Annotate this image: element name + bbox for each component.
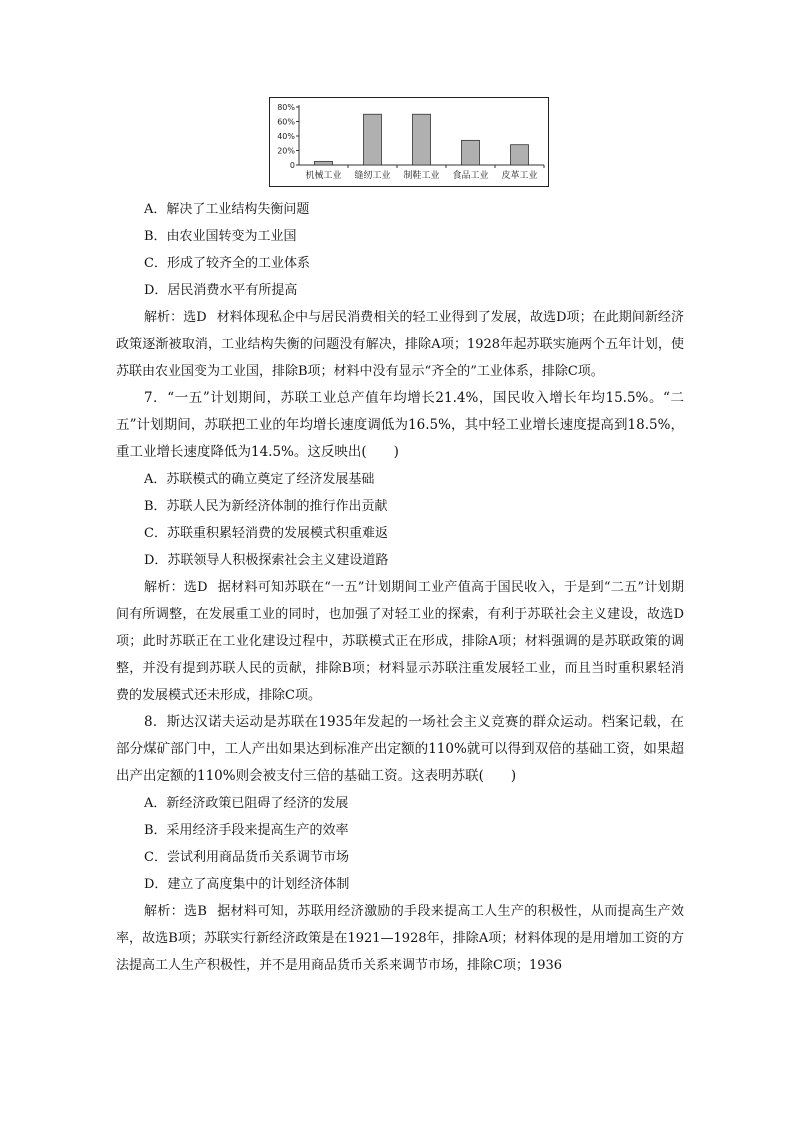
q8-analysis-head: 解析：选B xyxy=(144,904,207,919)
q8-option-d: D．建立了高度集中的计划经济体制 xyxy=(144,877,350,892)
y-tick-label: 80% xyxy=(277,103,295,112)
q7-option-b: B．苏联人民为新经济体制的推行作出贡献 xyxy=(144,499,388,514)
q8-analysis xyxy=(116,898,684,979)
q7-option-d: D．苏联领导人积极探索社会主义建设道路 xyxy=(144,553,389,568)
x-tick-label: 皮革工业 xyxy=(501,171,538,181)
q7-option-a: A．苏联模式的确立奠定了经济发展基础 xyxy=(144,472,375,487)
x-tick-label: 机械工业 xyxy=(305,171,342,181)
y-tick-label: 0 xyxy=(289,161,295,170)
y-tick-label: 20% xyxy=(277,146,295,156)
q7-analysis-head: 解析：选D xyxy=(144,580,208,595)
bar-0 xyxy=(315,161,333,165)
q6-option-d: D．居民消费水平有所提高 xyxy=(144,283,298,298)
q8-analysis-body: 据材料可知，苏联用经济激励的手段来提高工人生产的积极性，从而提高生产效率，故选B项；苏联实行新经济政策是在1921—1928年，排除A项；材料体现的是用增加工资的方法提高工人生产积极性，并不是用商品货币关系来调节市场，排除C项；1936 xyxy=(116,904,684,973)
q6-analysis xyxy=(116,304,684,385)
bar-2 xyxy=(413,114,431,165)
q8-option-c: C．尝试利用商品货币关系调节市场 xyxy=(144,850,349,865)
q7-analysis-body: 据材料可知苏联在“一五”计划期间工业产值高于国民收入，于是到“二五”计划期间有所调整，在发展重工业的同时，也加强了对轻工业的探索，有利于苏联社会主义建设，故选D项；此时苏联正在工业化建设过程中，苏联模式正在形成，排除A项；材料强调的是苏联政策的调整，并没有提到苏联人民的贡献，排除B项；材料显示苏联注重发展轻工业，而且当时重积累轻消费的发展模式还未形成，排除C项。 xyxy=(116,580,684,703)
y-tick-label: 40% xyxy=(277,132,295,141)
y-tick-label: 60% xyxy=(277,117,295,127)
q6-option-a: A．解决了工业结构失衡问题 xyxy=(144,202,310,217)
q6-option-c: C．形成了较齐全的工业体系 xyxy=(144,256,310,271)
bar-chart xyxy=(269,97,549,187)
x-tick-label: 制鞋工业 xyxy=(403,171,440,181)
q8-stem: 8．斯达汉诺夫运动是苏联在1935年发起的一场社会主义竞赛的群众运动。档案记载，在部分煤矿部门中，工人产出如果达到标准产出定额的110%就可以得到双倍的基础工资，如果超出产出定额的110%则会被支付三倍的基础工资。这表明苏联( ) xyxy=(116,714,685,784)
x-tick-label: 食品工业 xyxy=(452,171,489,181)
bar-1 xyxy=(364,114,382,165)
q7-stem: 7．“一五”计划期间，苏联工业总产值年均增长21.4%，国民收入增长年均15.5%。“二五”计划期间，苏联把工业的年均增长速度调低为16.5%，其中轻工业增长速度提高到18.5%，重工业增长速度降低为14.5%。这反映出( ) xyxy=(116,390,684,460)
bar-4 xyxy=(511,145,529,165)
bar-3 xyxy=(462,140,480,165)
q7-option-c: C．苏联重积累轻消费的发展模式积重难返 xyxy=(144,526,388,541)
q6-option-b: B．由农业国转变为工业国 xyxy=(144,229,297,244)
q7-analysis xyxy=(116,574,684,709)
q8-option-a: A．新经济政策已阻碍了经济的发展 xyxy=(144,796,349,811)
q6-analysis-body: 材料体现私企中与居民消费相关的轻工业得到了发展，故选D项；在此期间新经济政策逐渐被取消，工业结构失衡的问题没有解决，排除A项；1928年起苏联实施两个五年计划，使苏联由农业国变为工业国，排除B项；材料中没有显示“齐全的”工业体系，排除C项。 xyxy=(116,310,684,379)
x-tick-label: 缝纫工业 xyxy=(354,171,391,181)
bar-chart-svg xyxy=(270,98,550,188)
q6-analysis-head: 解析：选D xyxy=(144,310,207,325)
question-content xyxy=(116,196,684,979)
q8-option-b: B．采用经济手段来提高生产的效率 xyxy=(144,823,349,838)
